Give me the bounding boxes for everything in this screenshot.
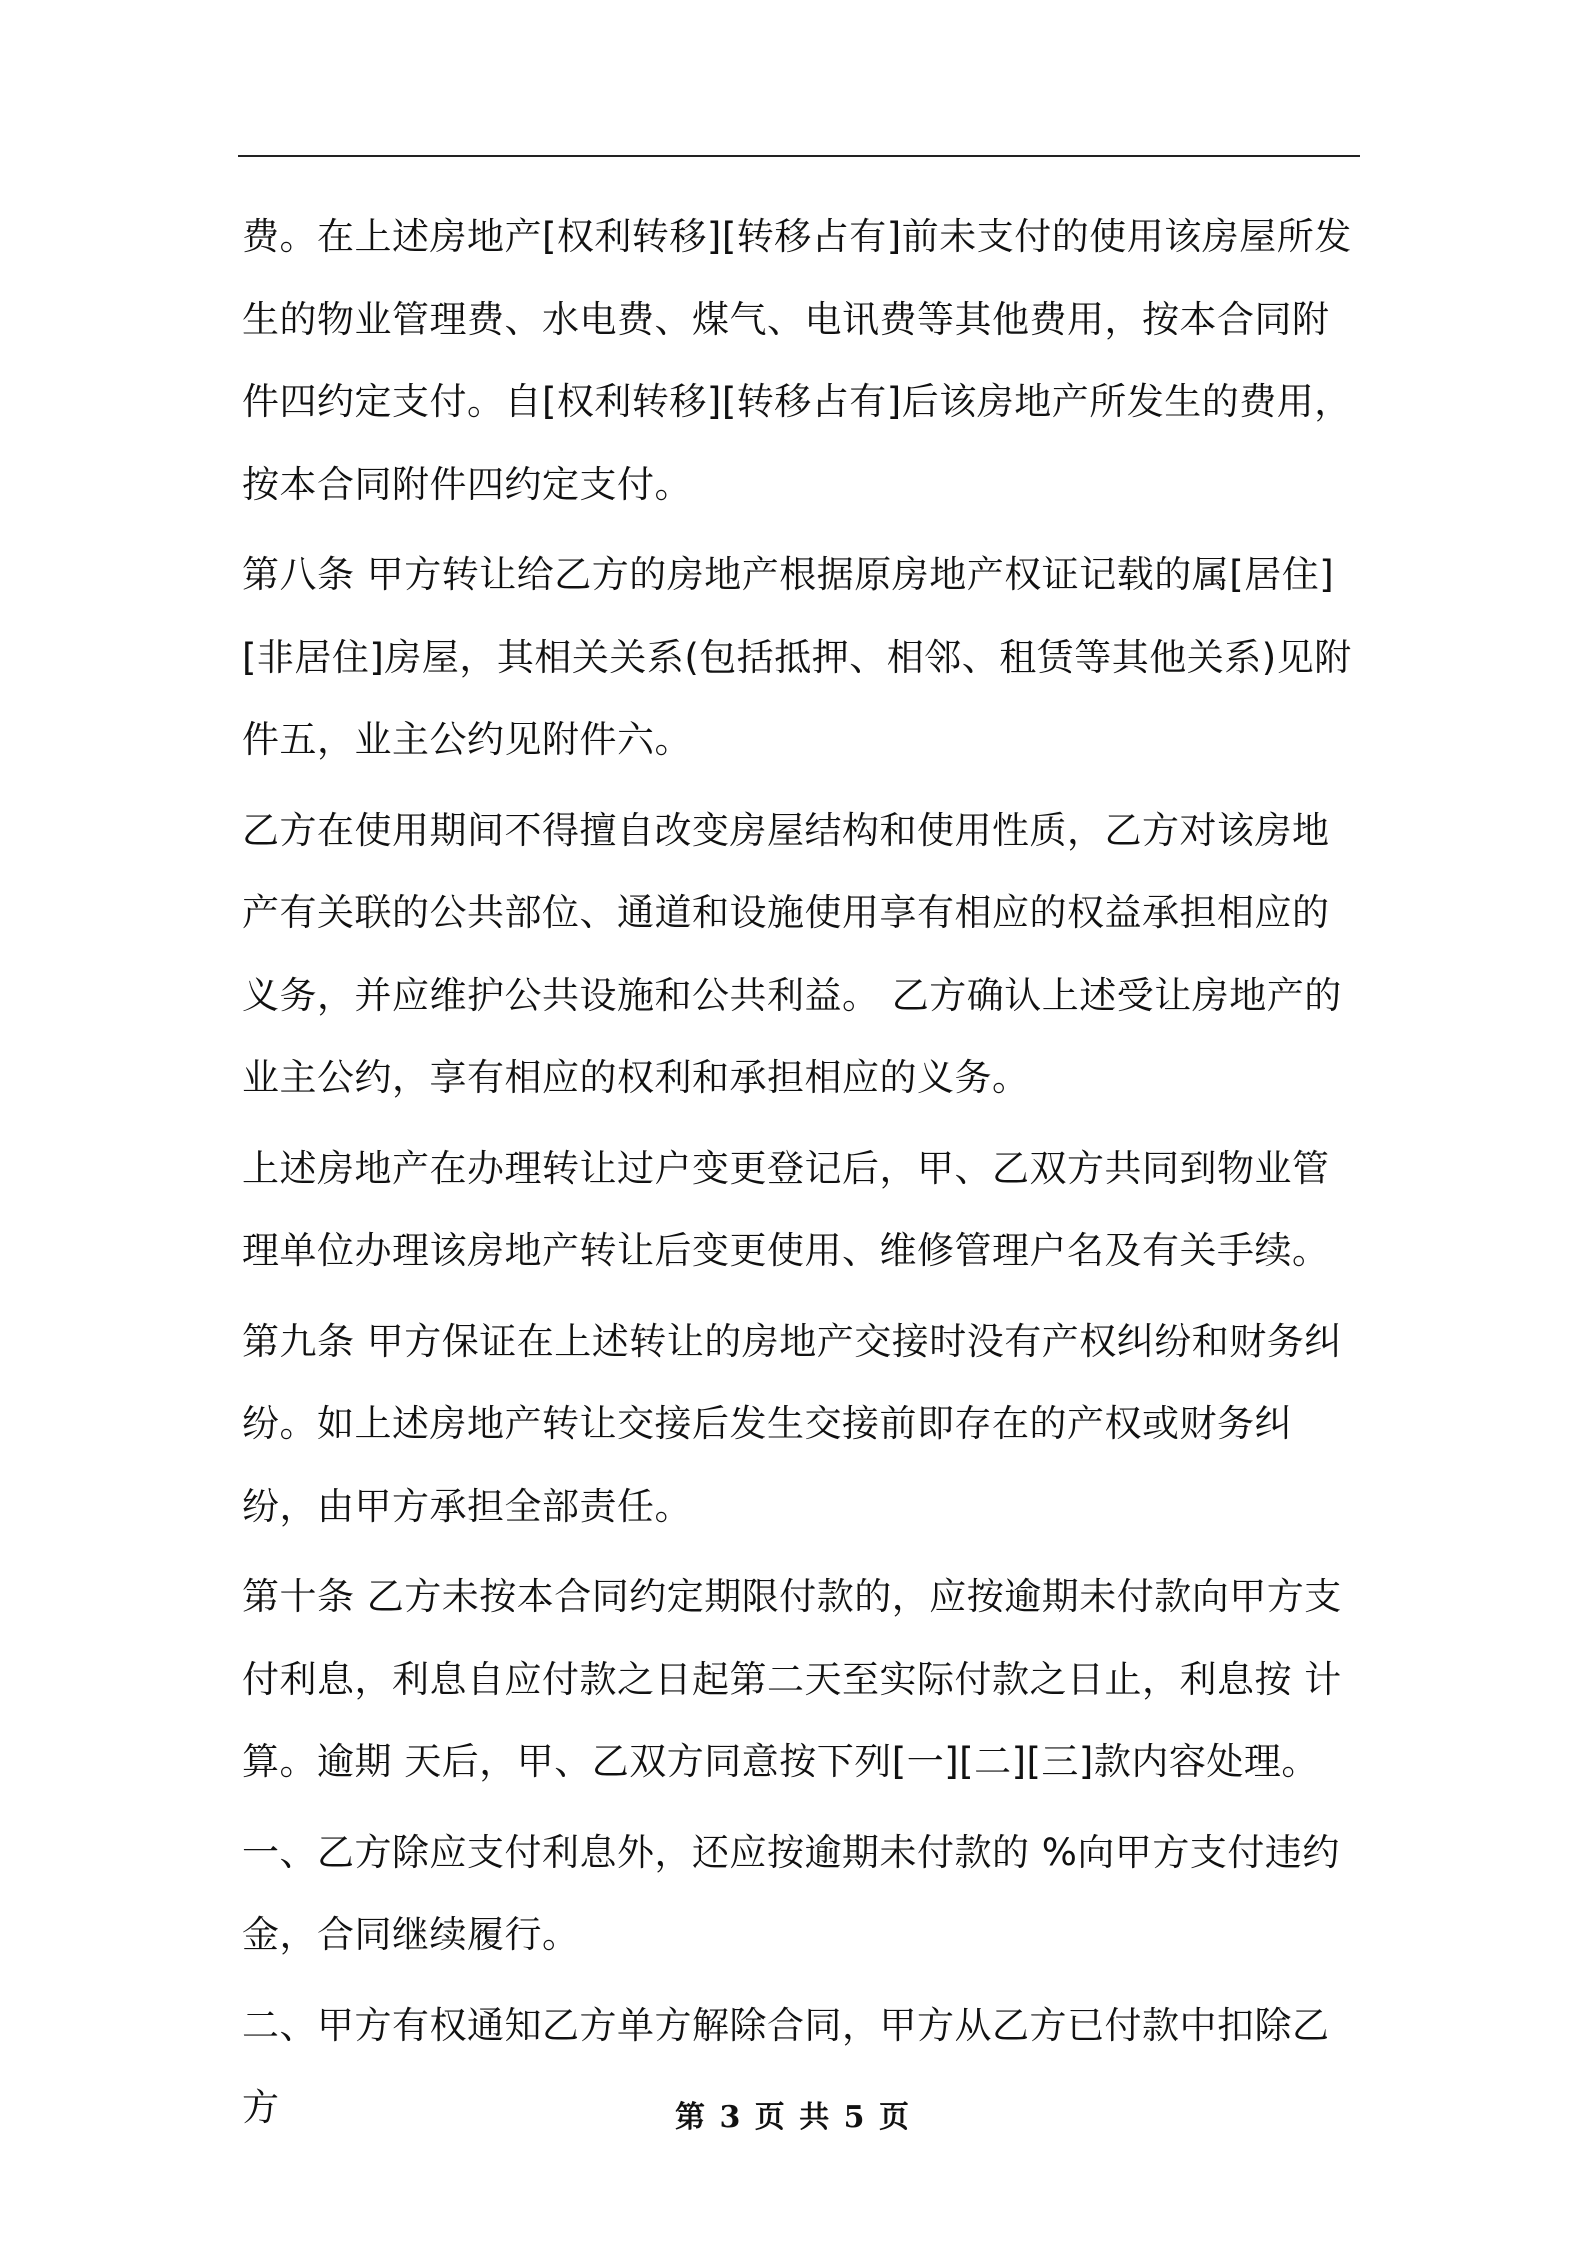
paragraph: 第九条 甲方保证在上述转让的房地产交接时没有产权纠纷和财务纠纷。如上述房地产转让交接后发生交接前即存在的产权或财务纠纷，由甲方承担全部责任。 (242, 1319, 1342, 1528)
paragraph: 二、甲方有权通知乙方单方解除合同，甲方从乙方已付款中扣除乙方 (242, 2003, 1330, 2129)
paragraph: 第十条 乙方未按本合同约定期限付款的，应按逾期未付款向甲方支付利息，利息自应付款之日起第二天至实际付款之日止，利息按 计算。逾期 天后，甲、乙双方同意按下列[一][二][三]款内容处理。 (242, 1575, 1342, 1783)
paragraph: 一、乙方除应支付利息外，还应按逾期未付款的 %向甲方支付违约金，合同继续履行。 (242, 1830, 1340, 1956)
document-body (242, 196, 1360, 2158)
page-footer: 第 3 页 共 5 页 (675, 2100, 911, 2135)
header-rule (238, 155, 1360, 157)
paragraph: 上述房地产在办理转让过户变更登记后，甲、乙双方共同到物业管理单位办理该房地产转让后变更使用、维修管理户名及有关手续。 (242, 1146, 1330, 1272)
paragraph: 第八条 甲方转让给乙方的房地产根据原房地产权证记载的属[居住][非居住]房屋，其相关关系(包括抵押、相邻、租赁等其他关系)见附件五，业主公约见附件六。 (242, 553, 1352, 761)
paragraph: 费。在上述房地产[权利转移][转移占有]前未支付的使用该房屋所发生的物业管理费、水电费、煤气、电讯费等其他费用，按本合同附件四约定支付。自[权利转移][转移占有]后该房地产所发生的费用，按本合同附件四约定支付。 (242, 215, 1352, 506)
paragraph: 乙方在使用期间不得擅自改变房屋结构和使用性质，乙方对该房地产有关联的公共部位、通道和设施使用享有相应的权益承担相应的义务，并应维护公共设施和公共利益。 乙方确认上述受让房地产的业主公约，享有相应的权利和承担相应的义务。 (242, 808, 1342, 1099)
